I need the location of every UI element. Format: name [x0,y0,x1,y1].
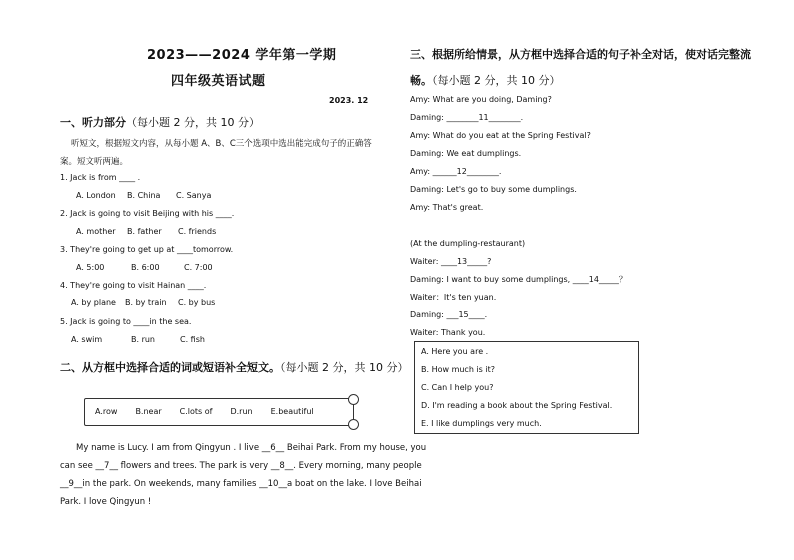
part2-score: （每小题 2 分，共 10 分） [280,361,409,374]
question-5-option-b: B. run [131,335,156,344]
question-4-option-a: A. by plane [71,298,116,307]
question-3-option-a: A. 5:00 [76,263,105,272]
word-option-e: E.beautiful [270,407,314,416]
exam-year-title: 2023——2024 学年第一学期 [147,48,337,63]
dialogue2-line-2: Daming: I want to buy some dumplings, ____14_____？ [410,275,627,284]
part1-score: （每小题 2 分，共 10 分） [126,116,260,129]
part3-heading: 三、根据所给情景，从方框中选择合适的句子补全对话，使对话完整流 [410,48,751,61]
part1-heading-text: 一、听力部分 [60,116,126,129]
question-4-stem: 4. They're going to visit Hainan ____. [60,281,207,290]
dialogue2-line-4: Daming: ___15____. [410,310,488,319]
word-option-c: C.lots of [179,407,213,416]
dialogue-line-5: Amy: ______12________. [410,167,502,176]
part2-heading [60,359,408,375]
dialogue-line-2: Daming: ________11________. [410,113,524,122]
sentence-option-a: A. Here you are . [421,347,489,356]
question-3-option-c: C. 7:00 [184,263,213,272]
sentence-option-d: D. I'm reading a book about the Spring Festival. [421,401,613,410]
question-1-stem: 1. Jack is from ____ . [60,173,141,182]
part1-instructions-line2: 案。短文听两遍。 [60,157,129,167]
word-bank [95,407,332,416]
sentence-option-e: E. I like dumplings very much. [421,419,542,428]
passage-line-4: Park. I love Qingyun ! [60,497,152,507]
dialogue-line-7: Amy: That's great. [410,203,484,212]
question-2-option-c: C. friends [178,227,217,236]
question-3-option-b: B. 6:00 [131,263,160,272]
sentence-option-b: B. How much is it? [421,365,495,374]
part1-instructions-line1: 听短文，根据短文内容，从每小题 A、B、C三个选项中选出能完成句子的正确答 [71,139,372,149]
part3-heading-line2 [410,72,560,88]
dialogue-line-6: Daming: Let's go to buy some dumplings. [410,185,577,194]
sentence-options-box [414,341,639,434]
question-1-option-b: B. China [127,191,161,200]
sentence-option-c: C. Can I help you? [421,383,494,392]
exam-subject-title: 四年级英语试题 [171,74,266,89]
part3-heading-text-2: 畅。 [410,74,432,87]
question-5-option-a: A. swim [71,335,103,344]
word-bank-scroll [84,398,354,426]
passage-line-3: __9__in the park. On weekends, many families __10__a boat on the lake. I love Beihai [60,479,422,489]
part2-heading-text: 二、从方框中选择合适的词或短语补全短文。 [60,361,280,374]
question-2-stem: 2. Jack is going to visit Beijing with his ____. [60,209,235,218]
part1-heading [60,114,260,130]
dialogue-line-1: Amy: What are you doing, Daming? [410,95,552,104]
dialogue-scene: (At the dumpling-restaurant) [410,239,526,248]
word-option-b: B.near [135,407,162,416]
exam-date: 2023. 12 [329,96,369,105]
passage-line-2: can see __7__ flowers and trees. The park is very __8__. Every morning, many people [60,461,422,471]
question-2-option-a: A. mother [76,227,116,236]
question-1-option-a: A. London [76,191,116,200]
question-4-option-c: C. by bus [178,298,216,307]
dialogue-line-3: Amy: What do you eat at the Spring Festival? [410,131,591,140]
dialogue2-line-1: Waiter: ____13_____? [410,257,492,266]
part3-score: （每小题 2 分，共 10 分） [432,74,561,87]
question-4-option-b: B. by train [125,298,167,307]
passage-line-1: My name is Lucy. I am from Qingyun . I live __6__ Beihai Park. From my house, you [76,443,427,453]
question-5-option-c: C. fish [180,335,205,344]
question-1-option-c: C. Sanya [176,191,212,200]
word-option-d: D.run [230,407,253,416]
question-2-option-b: B. father [127,227,162,236]
question-5-stem: 5. Jack is going to ____in the sea. [60,317,192,326]
word-option-a: A.row [95,407,118,416]
dialogue2-line-5: Waiter: Thank you. [410,328,486,337]
question-3-stem: 3. They're going to get up at ____tomorrow. [60,245,234,254]
dialogue-line-4: Daming: We eat dumplings. [410,149,522,158]
dialogue2-line-3: Waiter：It's ten yuan. [410,293,497,302]
